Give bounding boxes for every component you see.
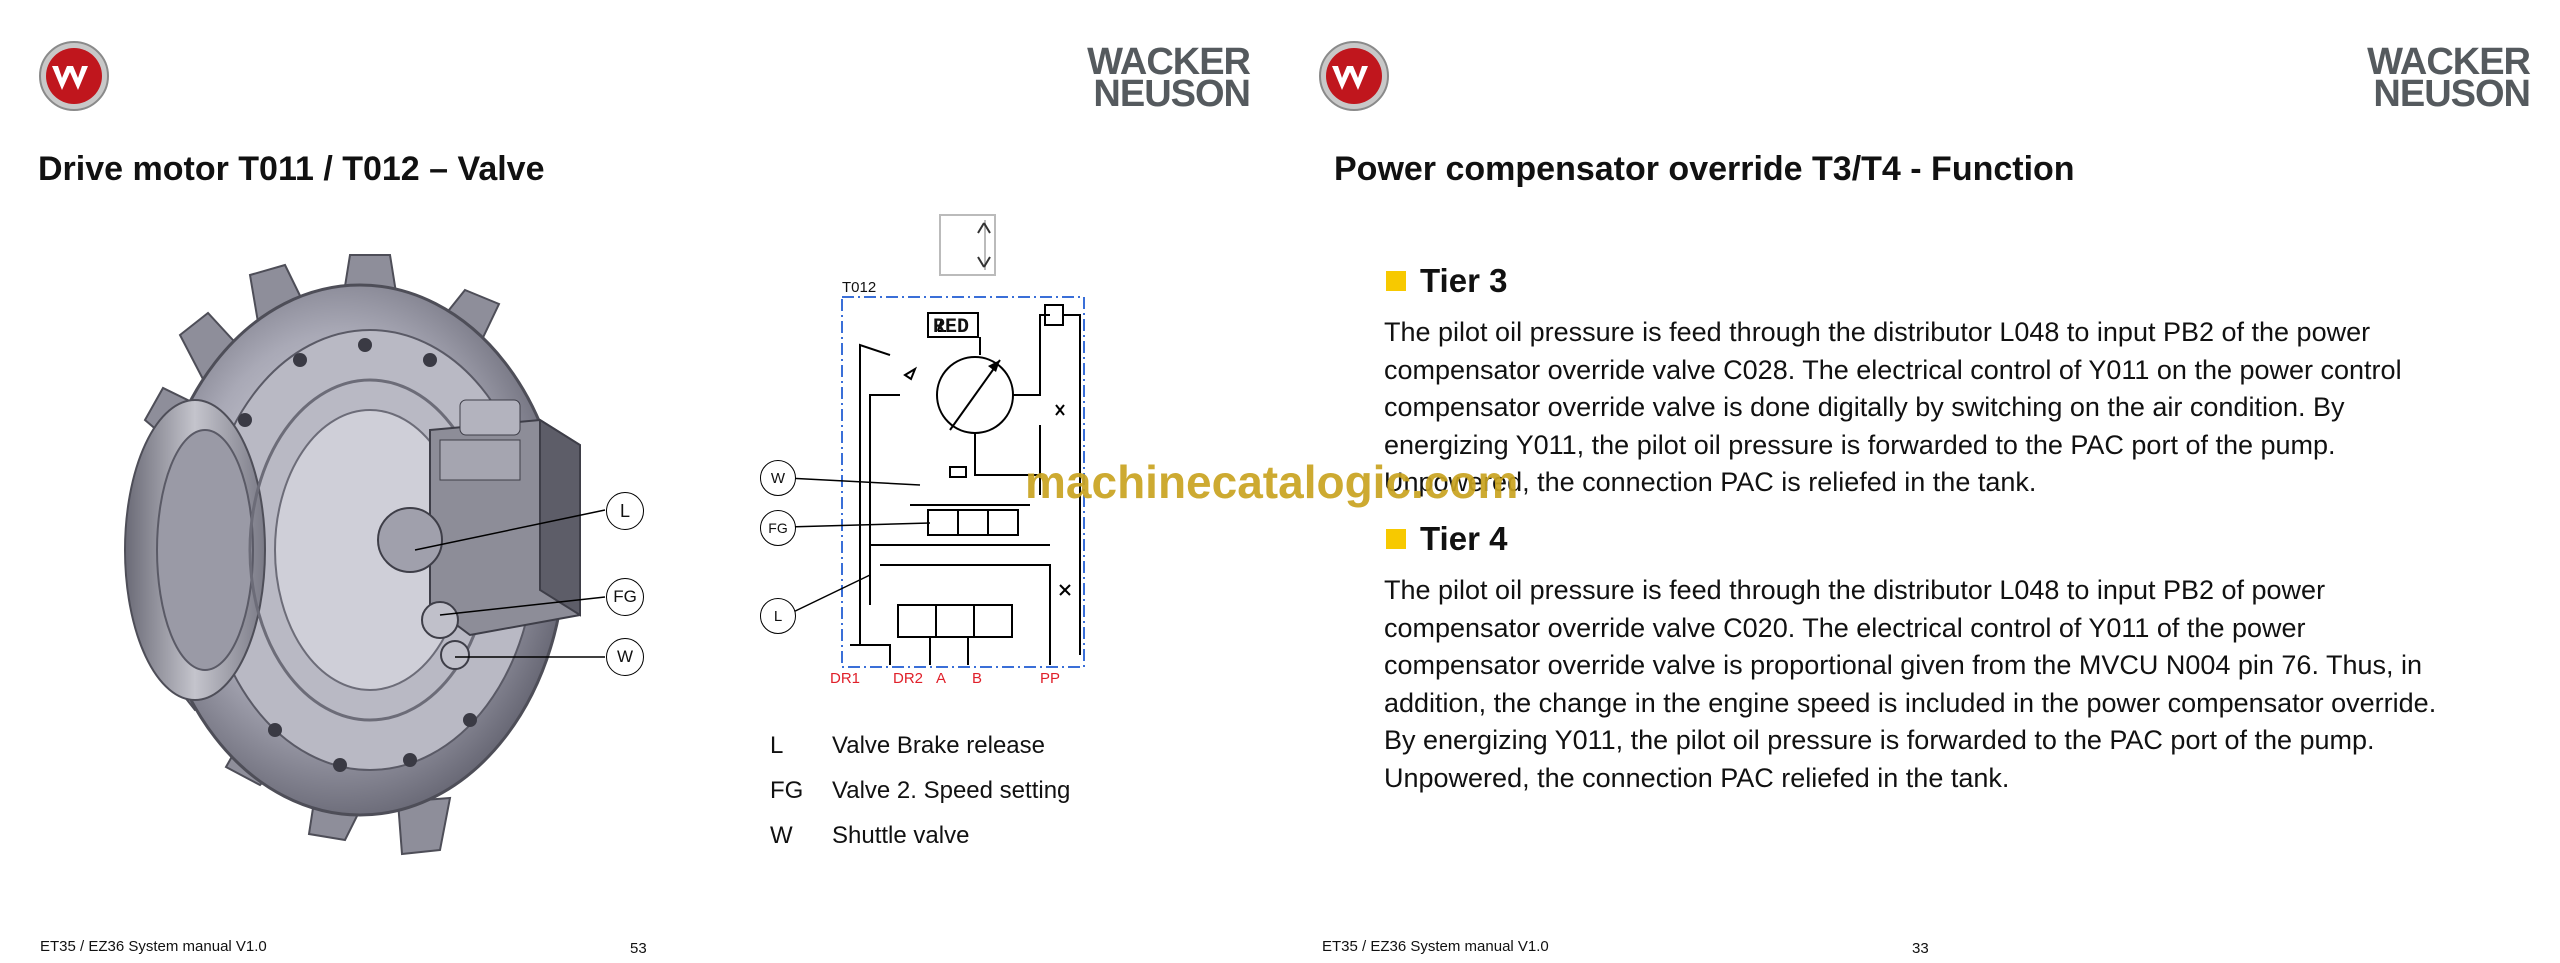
- section-body-tier4: [1384, 572, 2524, 797]
- brand-line2: NEUSON: [2373, 73, 2530, 115]
- legend-desc: Valve 2. Speed setting: [832, 777, 1071, 804]
- footer-text: ET35 / EZ36 System manual V1.0: [1322, 938, 1549, 955]
- brand-line2: NEUSON: [1093, 73, 1250, 115]
- section-heading-tier4: [1386, 520, 1507, 558]
- body-line: energizing Y011, the pilot oil pressure is forwarded to the PAC port of the pump.: [1384, 429, 2336, 460]
- port-DR1: DR1: [830, 670, 861, 687]
- page-number: 53: [630, 940, 647, 957]
- body-line: Unpowered, the connection PAC is reliefed in the tank.: [1384, 467, 2037, 497]
- body-line: compensator override valve is done digitally by switching on the air condition. By: [1384, 392, 2345, 422]
- legend-key: W: [770, 822, 793, 849]
- body-line: Unpowered, the connection PAC reliefed in the tank.: [1384, 762, 2010, 793]
- schematic-label: T012: [842, 279, 877, 296]
- callout-L: L: [606, 492, 644, 530]
- schematic-callout-FG: FG: [760, 510, 796, 546]
- brand-line1: WACKER: [2367, 41, 2530, 83]
- section-heading-text: Tier 3: [1420, 262, 1508, 299]
- wacker-w-logo-icon: [1318, 40, 1390, 112]
- schematic-callout-W: W: [760, 460, 796, 496]
- section-heading-tier3: [1386, 262, 1507, 300]
- callout-W: W: [606, 638, 644, 676]
- bullet-square-icon: [1386, 529, 1406, 549]
- page-number: 33: [1912, 940, 1929, 957]
- page-title: Power compensator override T3/T4 - Function: [1334, 150, 2075, 188]
- legend-desc: Shuttle valve: [832, 822, 970, 849]
- callout-FG: FG: [606, 578, 644, 616]
- watermark-text: machinecatalogic.com: [1025, 456, 1519, 508]
- legend-key: FG: [770, 777, 804, 804]
- page-title: Drive motor T011 / T012 – Valve: [38, 150, 545, 188]
- legend-row: [770, 732, 1070, 777]
- valve-legend: [770, 732, 1070, 867]
- body-line: compensator override valve C020. The electrical control of Y011 of the power: [1384, 612, 2306, 643]
- legend-row: [770, 822, 1070, 867]
- section-heading-text: Tier 4: [1420, 520, 1508, 557]
- footer-text: ET35 / EZ36 System manual V1.0: [40, 938, 267, 955]
- legend-key: L: [770, 732, 784, 759]
- port-A: A: [936, 670, 947, 687]
- legend-desc: Valve Brake release: [832, 732, 1045, 759]
- brand-wordmark: [1065, 41, 1250, 115]
- body-line: The pilot oil pressure is feed through the distributor L048 to input PB2 of power: [1384, 575, 2326, 605]
- body-line: addition, the change in the engine speed is included in the power compensator override.: [1384, 687, 2437, 718]
- body-line: compensator override valve is proportional given from the MVCU N004 pin 76. Thus, in: [1384, 650, 2423, 680]
- hydraulic-schematic: [750, 205, 1100, 695]
- bullet-square-icon: [1386, 271, 1406, 291]
- legend-row: [770, 777, 1070, 822]
- schematic-callout-L: L: [760, 598, 796, 634]
- brand-line1: WACKER: [1087, 41, 1250, 83]
- body-line: The pilot oil pressure is feed through the distributor L048 to input PB2 of the power: [1384, 317, 2371, 347]
- section-body-tier3: [1384, 314, 2524, 502]
- body-line: By energizing Y011, the pilot oil pressure is forwarded to the PAC port of the pump.: [1384, 725, 2375, 755]
- body-line: compensator override valve C028. The electrical control of Y011 on the power control: [1384, 354, 2402, 385]
- port-B: B: [972, 670, 983, 687]
- schematic-red-label: RED: [933, 316, 970, 339]
- brand-wordmark: [2345, 41, 2530, 115]
- port-DR2: DR2: [893, 670, 924, 687]
- wacker-w-logo-icon: [38, 40, 110, 112]
- port-PP: PP: [1040, 670, 1061, 687]
